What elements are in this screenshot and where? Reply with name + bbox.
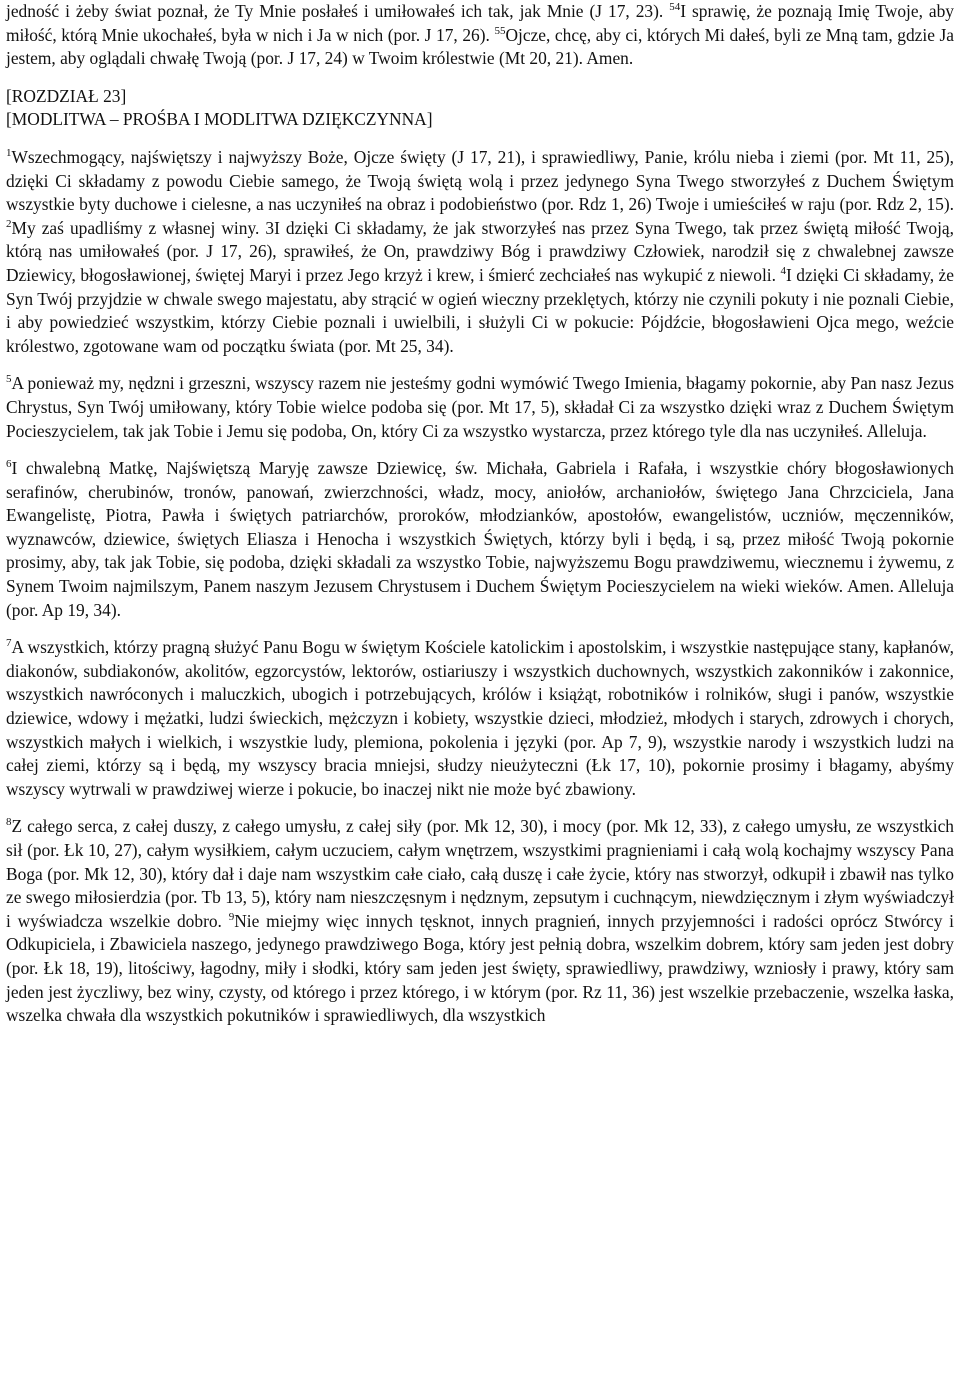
paragraph-text: A ponieważ my, nędzni i grzeszni, wszyscy razem nie jesteśmy godni wymówić Twego Imienia, błagamy pokornie, aby Pan nasz Jezus Chrystus, Syn Twój umiłowany, który Tobie wielce podoba się (por. Mt 17, 5), składał Ci za wszystko dzięki wraz z Duchem Świętym Pocieszycielem, tak jak Tobie i Jemu się podoba, On, który Ci za wszystko wystarcza, przez którego tyle dla nas uczyniłeś. Alleluja. — [6, 373, 954, 441]
verse-number: 9 — [228, 910, 235, 923]
paragraph-text: I sprawię, że poznają Imię Twoje, aby miłość, którą Mnie ukochałeś, była w nich i Ja w nich (por. J 17, 26). — [6, 1, 955, 45]
paragraph-text: Ojcze, chcę, aby ci, których Mi dałeś, byli ze Mną tam, gdzie Ja jestem, aby oglądali chwałę Twoją (por. J 17, 24) w Twoim królestwie (Mt 20, 21). Amen. — [6, 24, 954, 69]
verse-number: 8 — [6, 816, 12, 829]
verse-number: 1 — [6, 147, 12, 160]
verse-number: 7 — [6, 637, 12, 650]
chapter-heading — [6, 85, 954, 132]
verse-number: 5 — [6, 373, 12, 386]
paragraph — [6, 815, 954, 1027]
verse-number: 6 — [6, 458, 12, 471]
paragraph-text: A wszystkich, którzy pragną służyć Panu Bogu w świętym Kościele katolickim i apostolskim, i wszystkie następujące stany, kapłanów, diakonów, subdiakonów, akolitów, egzorcystów, lektorów, ostiariuszy i wszystkich duchownych, wszystkich zakonników i zakonnice, wszystkich nawróconych i maluczkich, ubogich i potrzebujących, królów i książąt, robotników i rolników, sługi i panów, wszystkie dziewice, wdowy i mężatki, ludzi świeckich, mężczyzn i kobiety, wszystkie dzieci, młodzież, młodych i starych, zdrowych i chorych, wszystkich małych i wielkich, i wszystkie ludy, plemiona, pokolenia i języki (por. Ap 7, 9), wszystkie narody i wszystkich ludzi na całej ziemi, którzy są i będą, my wszyscy bracia mniejsi, słudzy nieużyteczni (Łk 17, 10), pokornie prosimy i błagamy, abyśmy wszyscy wytrwali w prawdziwej wierze i pokucie, bo inaczej nikt nie może być zbawiony. — [6, 637, 954, 799]
paragraph — [6, 457, 954, 622]
paragraph — [6, 146, 954, 358]
paragraph — [6, 636, 954, 801]
paragraph — [6, 372, 954, 443]
verse-number: 54 — [669, 1, 681, 14]
verse-number: 2 — [6, 217, 12, 230]
paragraph-text: I chwalebną Matkę, Najświętszą Maryję zawsze Dziewicę, św. Michała, Gabriela i Rafała, i wszystkie chóry błogosławionych serafinów, cherubinów, tronów, panowań, zwierzchności, władz, mocy, aniołów, archaniołów, świętego Jana Chrzciciela, Jana Ewangelistę, Piotra, Pawła i świętych patriarchów, proroków, młodzianków, apostołów, ewangelistów, uczniów, męczenników, wyznawców, dziewice, świętych Eliasza i Henocha i wszystkich Świętych, którzy byli i będą, i są, przez miłość Twoją pokornie prosimy, aby, tak jak Tobie, się podoba, dzięki składali za wszystko Tobie, najwyższemu Bogu prawdziwemu, wiecznemu i żywemu, z Synem Twoim najmilszym, Panem naszym Jezusem Chrystusem i Duchem Świętym Pocieszycielem na wieki wieków. Amen. Alleluja (por. Ap 19, 34). — [6, 458, 954, 620]
paragraph — [6, 0, 954, 71]
paragraph-text: Wszechmogący, najświętszy i najwyższy Boże, Ojcze święty (J 17, 21), i sprawiedliwy, Panie, królu nieba i ziemi (por. Mt 11, 25), dzięki Ci składamy z powodu Ciebie samego, że Twoją świętą wolą i przez jedynego Syna Twego stworzyłeś z Duchem Świętym wszystkie byty duchowe i cielesne, a nas uczyniłeś na obraz i podobieństwo (por. Rdz 1, 26) Twoje i umieściłeś w raju (por. Rdz 2, 15). — [6, 146, 954, 215]
paragraph-text: Nie miejmy więc innych tęsknot, innych pragnień, innych przyjemności i radości oprócz Stwórcy i Odkupiciela, i Zbawiciela naszego, jedynego prawdziwego Boga, który jest pełnią dobra, wszelkim dobrem, który sam jeden jest dobry (por. Łk 18, 19), litościwy, łagodny, miły i słodki, który sam jeden jest święty, sprawiedliwy, prawdziwy, wzniosły i prawy, który sam jeden jest życzliwy, bez winy, czysty, od którego i przez którego, i w którym (por. Rz 11, 36) jest wszelkie przebaczenie, wszelka łaska, wszelka chwała dla wszystkich pokutników i sprawiedliwych, dla wszystkich — [6, 910, 954, 1026]
paragraph-text: My zaś upadliśmy z własnej winy. 3I dzięki Ci składamy, że jak stworzyłeś nas przez Syna Twego, tak przez świętą miłość Twoją, którą nas umiłowałeś (por. J 17, 26), sprawiłeś, że On, prawdziwy Bóg i prawdziwy Człowiek, narodził się z chwalebnej zawsze Dziewicy, błogosławionej, świętej Maryi i przez Jego krzyż i krew, i śmierć zechciałeś nas wykupić z niewoli. — [6, 217, 954, 285]
heading-line: [ROZDZIAŁ 23] — [6, 85, 127, 106]
paragraph-text: Z całego serca, z całej duszy, z całego umysłu, z całej siły (por. Mk 12, 30), i mocy (por. Mk 12, 33), z całego umysłu, ze wszystkich sił (por. Łk 10, 27), całym wysiłkiem, całym uczuciem, całym wnętrzem, wszystkimi pragnieniami i całą wolą kochajmy wszyscy Pana Boga (por. Mk 12, 30), który dał i daje nam wszystkim całe ciało, całą duszę i całe życie, który nas stworzył, odkupił i zbawił nas tylko ze swego miłosierdzia (por. Tb 13, 5), który nam nieszczęsnym i nędznym, zepsutym i cuchnącym, niewdzięcznym i złym wyświadczył i wyświadcza wszelkie dobro. — [6, 816, 954, 931]
verse-number: 4 — [780, 265, 786, 278]
paragraph-text: jedność i żeby świat poznał, że Ty Mnie posłałeś i umiłowałeś ich tak, jak Mnie (J 17, 23). — [6, 1, 670, 21]
heading-line: [MODLITWA – PROŚBA I MODLITWA DZIĘKCZYNNA] — [6, 109, 433, 130]
paragraph-text: I dzięki Ci składamy, że Syn Twój przyjdzie w chwale swego majestatu, aby strącić w ogień wieczny przeklętych, którzy nie czynili pokuty i nie poznali Ciebie, i aby powiedzieć wszystkim, którzy Ciebie poznali i uwielbili, i służyli Ci w pokucie: Pójdźcie, błogosławieni Ojca mego, weźcie królestwo, zgotowane wam od początku świata (por. Mt 25, 34). — [6, 264, 954, 356]
verse-number: 55 — [494, 24, 506, 37]
